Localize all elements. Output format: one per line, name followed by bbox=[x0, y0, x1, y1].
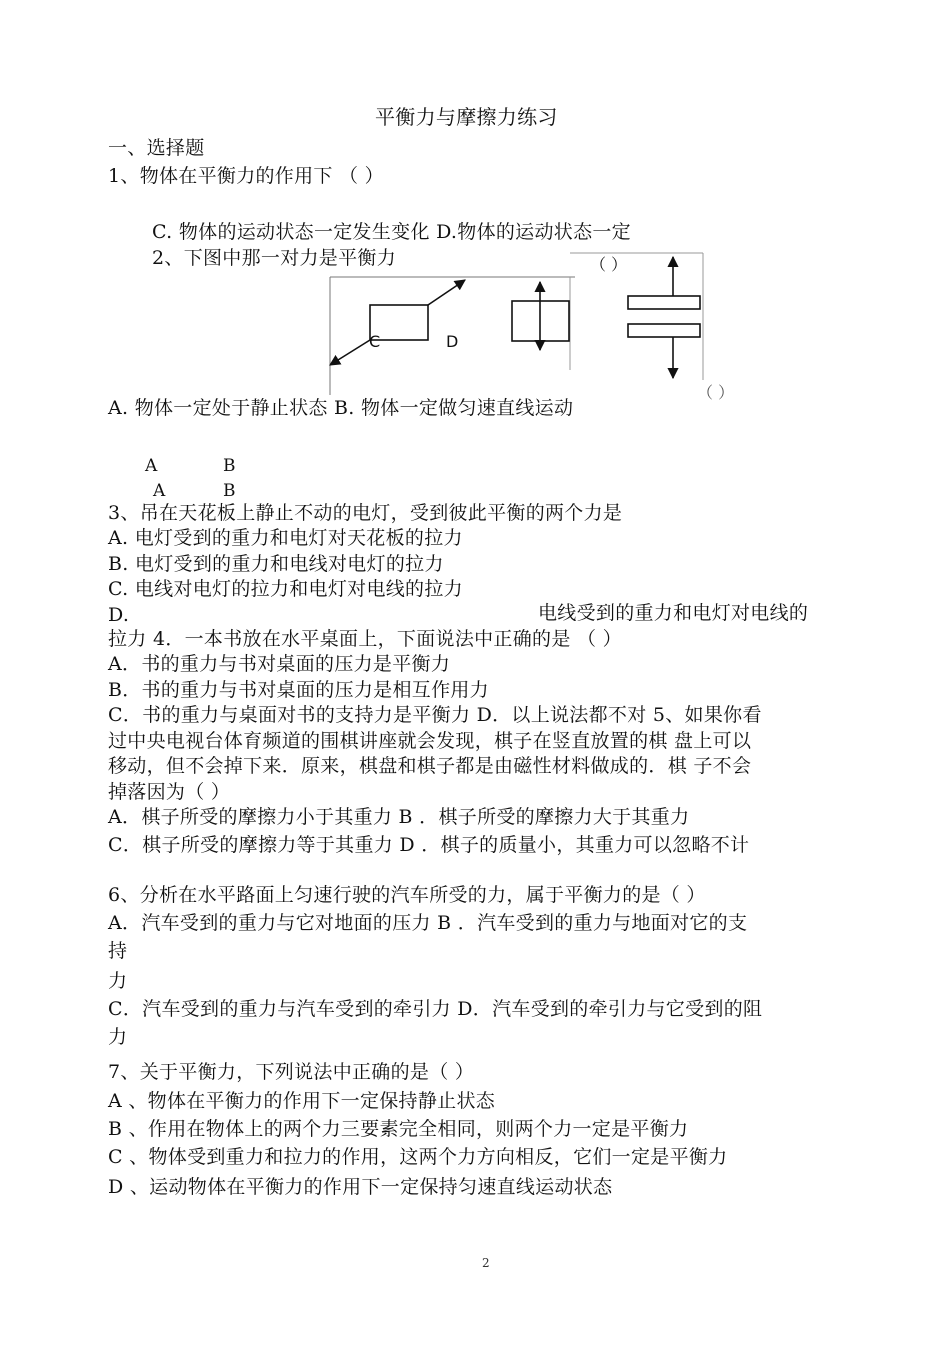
diagram3-bar-top bbox=[628, 296, 700, 309]
page-title: 平衡力与摩擦力练习 bbox=[375, 105, 558, 129]
q4-line1: 拉力 4．一本书放在水平桌面上，下面说法中正确的是 （ ） bbox=[108, 628, 622, 650]
q2-ab-row1-a: A bbox=[145, 456, 158, 476]
section-heading: 一、选择题 bbox=[108, 137, 205, 159]
q2-stem: 2、下图中那一对力是平衡力 bbox=[152, 247, 396, 269]
q6-options-cd-cont: 力 bbox=[108, 1026, 128, 1048]
q6-stem: 6、分析在水平路面上匀速行驶的汽车所受的力，属于平衡力的是（ ） bbox=[108, 884, 706, 906]
q5-options-ab: A．棋子所受的摩擦力小于其重力 B ．棋子所受的摩擦力大于其重力 bbox=[108, 806, 690, 828]
q3-stem: 3、吊在天花板上静止不动的电灯，受到彼此平衡的两个力是 bbox=[108, 502, 623, 524]
q3-option-d-label: D. bbox=[108, 604, 130, 626]
q3-option-a: A. 电灯受到的重力和电灯对天花板的拉力 bbox=[108, 527, 463, 549]
q7-option-b: B 、作用在物体上的两个力三要素完全相同，则两个力一定是平衡力 bbox=[108, 1118, 689, 1140]
q2-paren: （ ） bbox=[590, 255, 628, 274]
diagram1-arrow-down-left bbox=[330, 340, 370, 365]
q6-options-cd: C．汽车受到的重力与汽车受到的牵引力 D．汽车受到的牵引力与它受到的阻 bbox=[108, 998, 763, 1020]
q2-ab-row2-b: B bbox=[223, 481, 236, 501]
diagram1-arrow-up-right bbox=[428, 280, 465, 305]
q2-paren-lower: （ ） bbox=[697, 383, 735, 402]
q2-ab-row2-a: A bbox=[153, 481, 166, 501]
q7-option-c: C 、物体受到重力和拉力的作用，这两个力方向相反，它们一定是平衡力 bbox=[108, 1146, 728, 1168]
q5-line2: 过中央电视台体育频道的围棋讲座就会发现，棋子在竖直放置的棋 盘上可以 bbox=[108, 730, 752, 752]
q7-option-a: A 、物体在平衡力的作用下一定保持静止状态 bbox=[108, 1090, 496, 1112]
q5-line4: 掉落因为（ ） bbox=[108, 781, 231, 803]
q6-options-ab-cont2: 力 bbox=[108, 970, 128, 992]
page-number: 2 bbox=[482, 1256, 490, 1270]
q4-option-b: B．书的重力与书对桌面的压力是相互作用力 bbox=[108, 679, 489, 701]
q4-option-a: A．书的重力与书对桌面的压力是平衡力 bbox=[108, 653, 451, 675]
q1-stem: 1、物体在平衡力的作用下 （ ） bbox=[108, 165, 384, 187]
diagram-label-c: C bbox=[369, 332, 381, 351]
q3-option-d-text: 电线受到的重力和电灯对电线的 bbox=[538, 602, 809, 624]
q7-option-d: D 、运动物体在平衡力的作用下一定保持匀速直线运动状态 bbox=[108, 1176, 613, 1198]
q4-option-c-d-q5: C．书的重力与桌面对书的支持力是平衡力 D．以上说法都不对 5、如果你看 bbox=[108, 704, 762, 726]
q5-line3: 移动，但不会掉下来．原来，棋盘和棋子都是由磁性材料做成的．棋 子不会 bbox=[108, 755, 752, 777]
q5-options-cd: C．棋子所受的摩擦力等于其重力 D ．棋子的质量小，其重力可以忽略不计 bbox=[108, 834, 750, 856]
q1-options-ab: A. 物体一定处于静止状态 B. 物体一定做匀速直线运动 bbox=[108, 397, 574, 419]
diagram3-bar-bottom bbox=[628, 324, 700, 337]
q7-stem: 7、关于平衡力，下列说法中正确的是（ ） bbox=[108, 1061, 475, 1083]
q6-options-ab: A．汽车受到的重力与它对地面的压力 B ．汽车受到的重力与地面对它的支 bbox=[108, 912, 748, 934]
q1-options-cd: C. 物体的运动状态一定发生变化 D.物体的运动状态一定 bbox=[152, 221, 631, 243]
q3-option-b: B. 电灯受到的重力和电线对电灯的拉力 bbox=[108, 553, 444, 575]
q3-option-c: C. 电线对电灯的拉力和电灯对电线的拉力 bbox=[108, 578, 463, 600]
force-diagram bbox=[325, 250, 735, 402]
diagram-label-d: D bbox=[446, 332, 459, 351]
q6-options-ab-cont1: 持 bbox=[108, 940, 128, 962]
q2-ab-row1-b: B bbox=[223, 456, 236, 476]
